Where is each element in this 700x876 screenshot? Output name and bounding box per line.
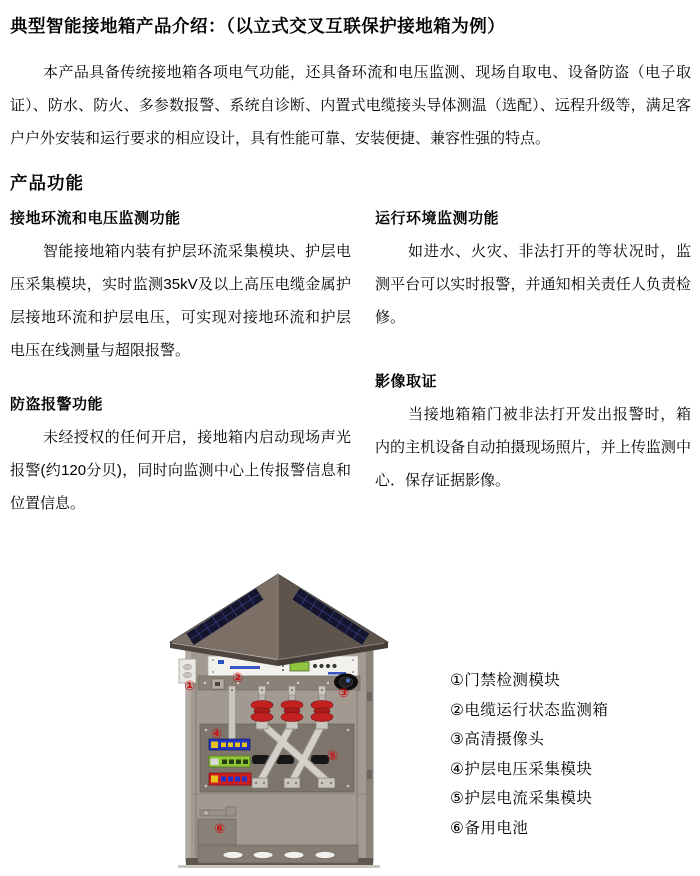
figure-marker-voltage-module: ④ [211, 727, 223, 742]
legend-item-door-sensor: ①门禁检测模块 [450, 672, 561, 689]
figure-marker-battery: ⑥ [214, 822, 226, 837]
feature-body-antitheft: 未经授权的任何开启，接地箱内启动现场声光报警(约120分贝)，同时向监测中心上传报警信息和位置信息。 [10, 429, 351, 512]
section-heading: 产品功能 [10, 173, 84, 193]
figure-marker-monitor-box: ② [232, 671, 244, 686]
feature-body-video: 当接地箱箱门被非法打开发出报警时，箱内的主机设备自动拍摄现场照片，并上传监测中心．保存证据影像。 [375, 406, 691, 489]
features-columns [10, 209, 691, 520]
feature-heading-environment: 运行环境监测功能 [375, 210, 500, 227]
intro-paragraph: 本产品具备传统接地箱各项电气功能，还具备环流和电压监测、现场自取电、设备防盗（电子取证）、防水、防火、多参数报警、系统自诊断、内置式电缆接头导体测温（选配）、远程升级等，满足客户户外安装和运行要求的相应设计，具有性能可靠、安装便捷、兼容性强的特点。 [10, 64, 691, 147]
figure-marker-camera: ③ [338, 686, 350, 701]
feature-body-circulation: 智能接地箱内装有护层环流采集模块、护层电压采集模块，实时监测35kV及以上高压电缆金属护层接地环流和护层电压，可实现对接地环流和护层电压在线测量与超限报警。 [10, 243, 351, 359]
figure-legend [450, 666, 608, 843]
legend-item-voltage-module: ④护层电压采集模块 [450, 760, 593, 778]
grounding-box-illustration [168, 572, 393, 870]
features-column-left [10, 209, 351, 520]
legend-item-monitor-box: ②电缆运行状态监测箱 [450, 701, 609, 719]
figure-marker-current-module: ⑤ [327, 749, 339, 764]
features-column-right [375, 209, 691, 520]
page-title: 典型智能接地箱产品介绍：（以立式交叉互联保护接地箱为例） [10, 16, 506, 36]
feature-heading-antitheft: 防盗报警功能 [10, 396, 104, 413]
feature-body-environment: 如进水、火灾、非法打开的等状况时，监测平台可以实时报警，并通知相关责任人负责检修。 [375, 243, 691, 326]
product-figure [0, 570, 700, 876]
legend-item-battery: ⑥备用电池 [450, 819, 529, 837]
legend-item-camera: ③高清摄像头 [450, 731, 545, 748]
feature-heading-video: 影像取证 [375, 373, 438, 390]
legend-item-current-module: ⑤护层电流采集模块 [450, 790, 593, 807]
figure-marker-door-sensor: ① [184, 679, 196, 694]
feature-heading-circulation: 接地环流和电压监测功能 [10, 210, 181, 227]
